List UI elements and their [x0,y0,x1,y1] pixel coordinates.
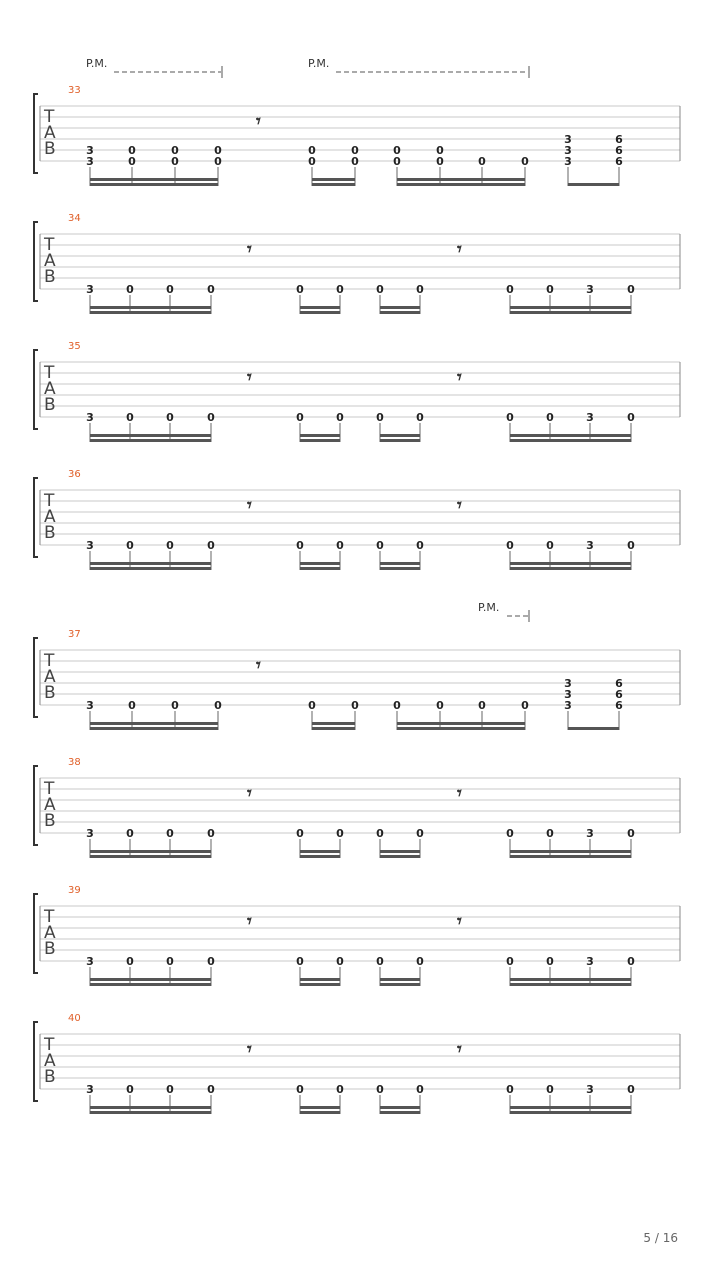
fret-number: 0 [478,155,486,168]
fret-number: 0 [351,155,359,168]
measure-number: 40 [68,1013,81,1024]
note-beam [312,183,355,186]
measure-number: 33 [68,85,81,96]
tab-clef-letter: T [44,491,55,511]
fret-number: 0 [351,144,359,157]
fret-number: 6 [615,688,623,701]
tab-clef-letter: B [44,939,56,959]
fret-number: 0 [506,411,514,424]
fret-number: 0 [336,1083,344,1096]
fret-number: 6 [615,144,623,157]
note-beam [510,983,631,986]
note-beam [300,983,340,986]
fret-number: 0 [171,144,179,157]
measure-number: 39 [68,885,81,896]
note-beam [380,1111,420,1114]
note-beam [90,311,211,314]
fret-number: 0 [546,1083,554,1096]
fret-number: 6 [615,133,623,146]
fret-number: 0 [296,827,304,840]
fret-number: 3 [86,155,94,168]
note-beam [380,562,420,565]
fret-number: 0 [128,699,136,712]
fret-number: 0 [207,539,215,552]
fret-number: 3 [86,1083,94,1096]
fret-number: 3 [564,155,572,168]
fret-number: 0 [478,699,486,712]
note-beam [510,311,631,314]
fret-number: 6 [615,677,623,690]
note-beam [300,1106,340,1109]
fret-number: 0 [627,539,635,552]
staff-bracket [34,94,38,173]
fret-number: 0 [416,411,424,424]
tab-clef-letter: T [44,1035,55,1055]
fret-number: 0 [546,539,554,552]
tab-clef-letter: B [44,1067,56,1087]
note-beam [312,722,355,725]
note-beam [90,178,218,181]
note-beam [90,727,218,730]
note-beam [300,306,340,309]
note-beam [300,567,340,570]
eighth-rest: 𝄾 [457,911,462,932]
fret-number: 0 [376,955,384,968]
fret-number: 3 [586,283,594,296]
measure-number: 37 [68,629,81,640]
note-beam [312,727,355,730]
fret-number: 0 [296,539,304,552]
note-beam [510,306,631,309]
fret-number: 0 [546,283,554,296]
note-beam [300,978,340,981]
fret-number: 0 [207,411,215,424]
note-beam [300,855,340,858]
fret-number: 0 [627,283,635,296]
staff-bracket [34,638,38,717]
fret-number: 0 [376,411,384,424]
note-beam [300,439,340,442]
fret-number: 3 [564,677,572,690]
note-beam [397,722,525,725]
note-beam [90,439,211,442]
note-beam [510,1111,631,1114]
note-beam [300,562,340,565]
fret-number: 0 [506,1083,514,1096]
fret-number: 0 [126,283,134,296]
tab-clef-letter: T [44,363,55,383]
measure-number: 36 [68,469,81,480]
fret-number: 0 [521,155,529,168]
fret-number: 0 [207,1083,215,1096]
note-beam [90,567,211,570]
fret-number: 0 [126,411,134,424]
note-beam [510,1106,631,1109]
fret-number: 3 [564,144,572,157]
note-beam [510,434,631,437]
fret-number: 3 [86,827,94,840]
note-beam [300,311,340,314]
fret-number: 0 [436,144,444,157]
fret-number: 0 [376,283,384,296]
tab-clef-letter: A [44,923,56,943]
note-beam [90,1111,211,1114]
eighth-rest: 𝄾 [247,367,252,388]
fret-number: 0 [393,155,401,168]
fret-number: 0 [126,827,134,840]
eighth-rest: 𝄾 [457,239,462,260]
tab-clef-letter: A [44,667,56,687]
fret-number: 3 [86,283,94,296]
tab-clef-letter: T [44,235,55,255]
tab-clef-letter: B [44,811,56,831]
tab-clef-letter: A [44,507,56,527]
fret-number: 0 [351,699,359,712]
fret-number: 0 [214,699,222,712]
fret-number: 0 [171,699,179,712]
fret-number: 0 [308,144,316,157]
fret-number: 0 [166,1083,174,1096]
fret-number: 3 [586,1083,594,1096]
palm-mute-label: P.M. [478,601,500,614]
fret-number: 0 [336,955,344,968]
eighth-rest: 𝄾 [247,1039,252,1060]
eighth-rest: 𝄾 [457,783,462,804]
tab-clef-letter: A [44,1051,56,1071]
fret-number: 0 [166,283,174,296]
eighth-rest: 𝄾 [256,655,261,676]
fret-number: 0 [296,411,304,424]
fret-number: 3 [586,827,594,840]
note-beam [380,983,420,986]
eighth-rest: 𝄾 [457,495,462,516]
fret-number: 6 [615,699,623,712]
tab-clef-letter: B [44,523,56,543]
fret-number: 0 [416,539,424,552]
fret-number: 0 [336,283,344,296]
note-beam [90,306,211,309]
fret-number: 0 [296,955,304,968]
fret-number: 0 [336,539,344,552]
fret-number: 0 [436,155,444,168]
eighth-rest: 𝄾 [247,239,252,260]
fret-number: 3 [86,144,94,157]
note-beam [568,183,619,186]
fret-number: 0 [308,155,316,168]
eighth-rest: 𝄾 [256,111,261,132]
fret-number: 6 [615,155,623,168]
fret-number: 0 [308,699,316,712]
note-beam [397,727,525,730]
note-beam [90,183,218,186]
fret-number: 0 [393,144,401,157]
palm-mute-label: P.M. [86,57,108,70]
tab-clef-letter: A [44,379,56,399]
note-beam [397,183,525,186]
fret-number: 0 [171,155,179,168]
tab-clef-letter: T [44,779,55,799]
tab-clef-letter: B [44,683,56,703]
fret-number: 0 [627,1083,635,1096]
fret-number: 0 [627,411,635,424]
fret-number: 0 [546,411,554,424]
fret-number: 3 [586,955,594,968]
note-beam [312,178,355,181]
fret-number: 0 [393,699,401,712]
fret-number: 3 [86,539,94,552]
note-beam [90,562,211,565]
note-beam [510,855,631,858]
note-beam [568,727,619,730]
fret-number: 0 [214,144,222,157]
tab-clef-letter: A [44,795,56,815]
note-beam [510,567,631,570]
fret-number: 0 [627,827,635,840]
tab-clef-letter: T [44,651,55,671]
note-beam [90,983,211,986]
note-beam [510,850,631,853]
fret-number: 3 [564,699,572,712]
tab-clef-letter: T [44,907,55,927]
fret-number: 0 [214,155,222,168]
note-beam [380,978,420,981]
eighth-rest: 𝄾 [457,1039,462,1060]
fret-number: 0 [336,411,344,424]
note-beam [300,1111,340,1114]
fret-number: 0 [506,283,514,296]
tab-clef-letter: A [44,251,56,271]
staff-bracket [34,766,38,845]
eighth-rest: 𝄾 [247,911,252,932]
fret-number: 0 [546,827,554,840]
fret-number: 0 [166,827,174,840]
note-beam [380,1106,420,1109]
eighth-rest: 𝄾 [247,495,252,516]
fret-number: 0 [376,827,384,840]
note-beam [90,722,218,725]
fret-number: 0 [376,539,384,552]
measure-number: 35 [68,341,81,352]
note-beam [380,306,420,309]
tab-clef-letter: B [44,267,56,287]
fret-number: 0 [128,155,136,168]
fret-number: 0 [416,827,424,840]
tab-clef-letter: B [44,139,56,159]
fret-number: 3 [564,688,572,701]
fret-number: 0 [128,144,136,157]
fret-number: 0 [506,827,514,840]
fret-number: 3 [586,539,594,552]
fret-number: 0 [416,1083,424,1096]
fret-number: 0 [506,955,514,968]
fret-number: 0 [416,955,424,968]
note-beam [300,850,340,853]
palm-mute-label: P.M. [308,57,330,70]
note-beam [397,178,525,181]
note-beam [90,850,211,853]
eighth-rest: 𝄾 [457,367,462,388]
fret-number: 0 [126,539,134,552]
fret-number: 0 [416,283,424,296]
fret-number: 0 [207,827,215,840]
tab-clef-letter: A [44,123,56,143]
page-number: 5 / 16 [643,1231,678,1245]
staff-bracket [34,894,38,973]
fret-number: 3 [564,133,572,146]
fret-number: 0 [126,955,134,968]
fret-number: 0 [166,411,174,424]
fret-number: 0 [126,1083,134,1096]
note-beam [380,434,420,437]
fret-number: 0 [296,1083,304,1096]
fret-number: 3 [86,699,94,712]
eighth-rest: 𝄾 [247,783,252,804]
fret-number: 0 [207,955,215,968]
note-beam [510,562,631,565]
measure-number: 34 [68,213,81,224]
note-beam [380,567,420,570]
fret-number: 0 [166,955,174,968]
fret-number: 0 [376,1083,384,1096]
fret-number: 0 [627,955,635,968]
fret-number: 0 [207,283,215,296]
note-beam [510,978,631,981]
note-beam [380,855,420,858]
staff-bracket [34,478,38,557]
staff-bracket [34,1022,38,1101]
fret-number: 3 [86,411,94,424]
note-beam [300,434,340,437]
fret-number: 0 [521,699,529,712]
measure-number: 38 [68,757,81,768]
note-beam [90,434,211,437]
fret-number: 0 [166,539,174,552]
staff-bracket [34,222,38,301]
fret-number: 0 [436,699,444,712]
fret-number: 3 [86,955,94,968]
fret-number: 0 [296,283,304,296]
note-beam [380,439,420,442]
fret-number: 3 [586,411,594,424]
tab-clef-letter: B [44,395,56,415]
note-beam [90,1106,211,1109]
staff-bracket [34,350,38,429]
note-beam [90,855,211,858]
note-beam [510,439,631,442]
fret-number: 0 [506,539,514,552]
fret-number: 0 [546,955,554,968]
fret-number: 0 [336,827,344,840]
note-beam [380,850,420,853]
note-beam [90,978,211,981]
tab-clef-letter: T [44,107,55,127]
note-beam [380,311,420,314]
